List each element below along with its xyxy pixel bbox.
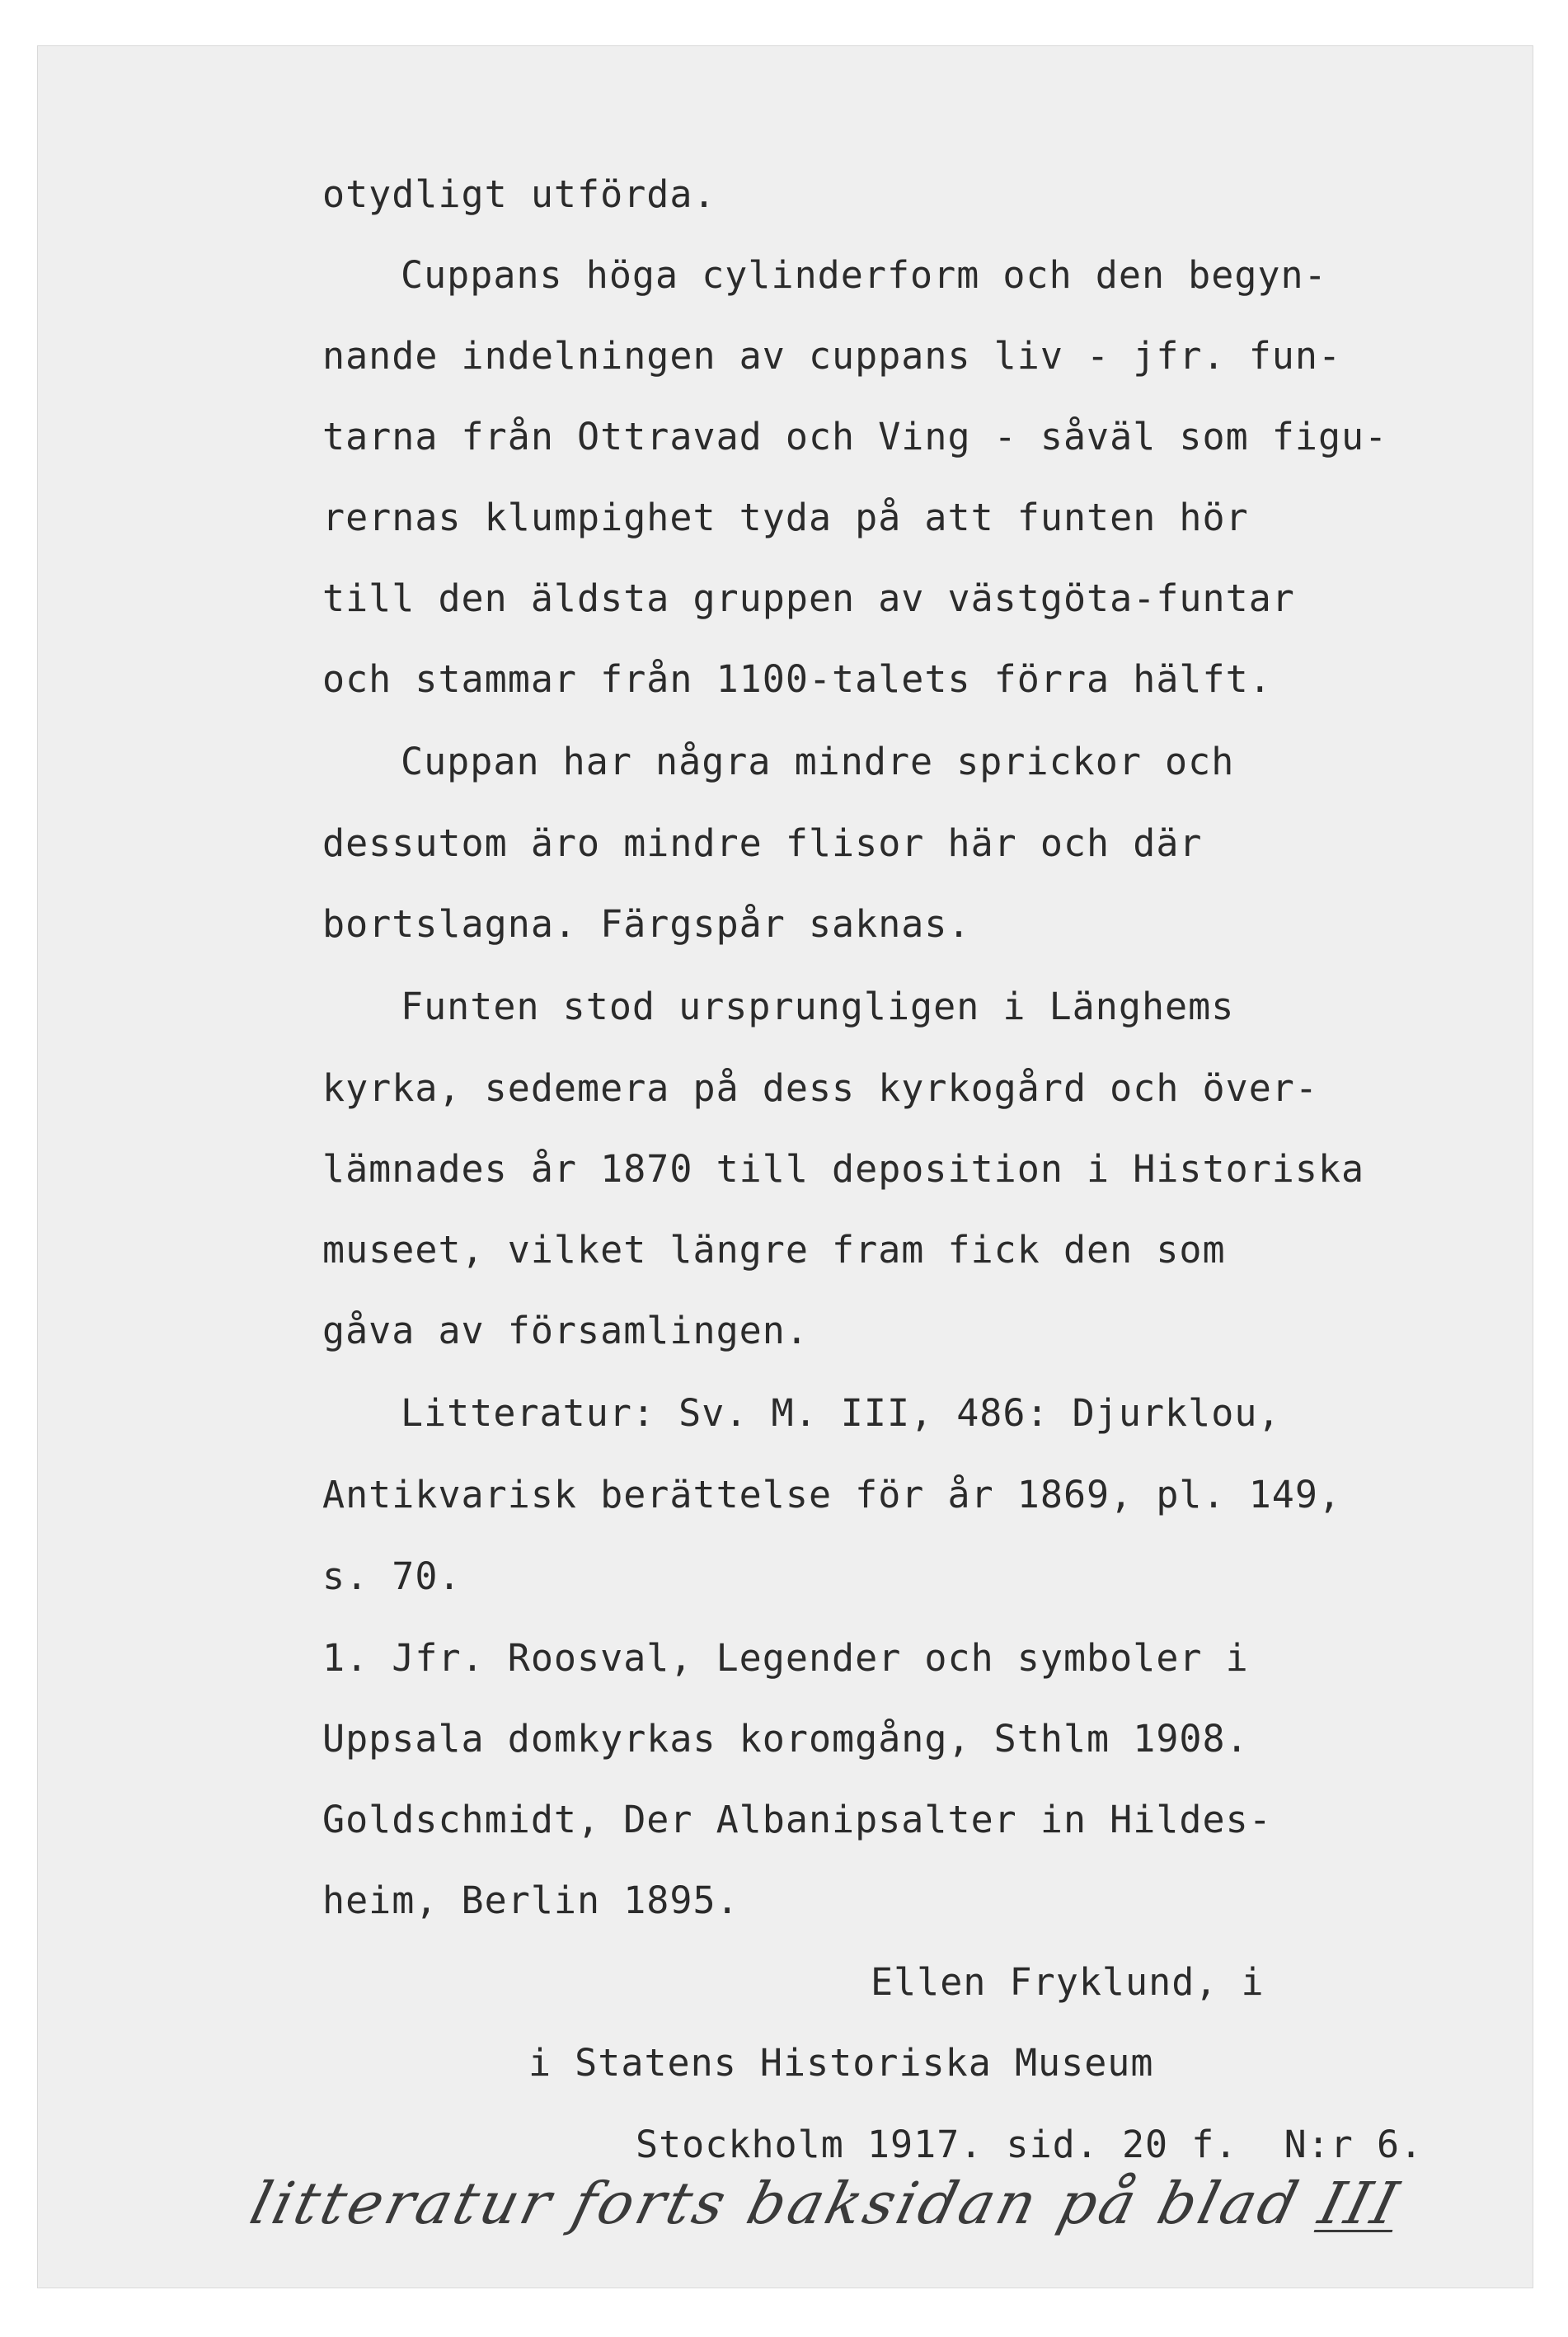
text-line-6: till den äldsta gruppen av västgöta-funtar (322, 576, 1295, 620)
text-line-4: tarna från Ottravad och Ving - såväl som figu- (322, 415, 1388, 458)
text-line-18: s. 70. (322, 1554, 462, 1598)
text-line-17: Antikvarisk berättelse för år 1869, pl. 149, (322, 1473, 1342, 1516)
text-line-11: Funten stod ursprungligen i Länghems (401, 985, 1235, 1028)
signature-line-museum: i Statens Historiska Museum (528, 2041, 1154, 2085)
signature-line-place-date: Stockholm 1917. sid. 20 f. N:r 6. (636, 2123, 1424, 2166)
text-line-2: Cuppans höga cylinderform och den begyn- (401, 253, 1327, 297)
signature-line-author: Ellen Fryklund, i (871, 1960, 1265, 2004)
text-line-9: dessutom äro mindre flisor här och där (322, 821, 1203, 865)
document-page (37, 45, 1533, 2288)
handwritten-roman-numeral: III (1312, 2170, 1408, 2237)
text-line-8: Cuppan har några mindre sprickor och (401, 740, 1235, 783)
text-line-12: kyrka, sedemera på dess kyrkogård och över- (322, 1066, 1318, 1110)
text-line-14: museet, vilket längre fram fick den som (322, 1228, 1226, 1272)
text-line-16: Litteratur: Sv. M. III, 486: Djurklou, (401, 1391, 1281, 1435)
text-line-5: rernas klumpighet tyda på att funten hör (322, 496, 1249, 539)
text-line-19: 1. Jfr. Roosval, Legender och symboler i (322, 1636, 1249, 1680)
text-line-13: lämnades år 1870 till deposition i Historiska (322, 1147, 1365, 1191)
text-line-15: gåva av församlingen. (322, 1309, 809, 1352)
text-line-3: nande indelningen av cuppans liv - jfr. fun- (322, 334, 1342, 378)
text-line-10: bortslagna. Färgspår saknas. (322, 902, 971, 946)
text-line-1: otydligt utförda. (322, 172, 716, 216)
handwritten-note-text: litteratur forts baksidan på blad (243, 2170, 1330, 2237)
text-line-7: och stammar från 1100-talets förra hälft. (322, 657, 1272, 701)
text-line-21: Goldschmidt, Der Albanipsalter in Hildes- (322, 1798, 1272, 1841)
text-line-20: Uppsala domkyrkas koromgång, Sthlm 1908. (322, 1717, 1249, 1761)
text-line-22: heim, Berlin 1895. (322, 1879, 739, 1922)
handwritten-note (244, 2170, 1408, 2237)
